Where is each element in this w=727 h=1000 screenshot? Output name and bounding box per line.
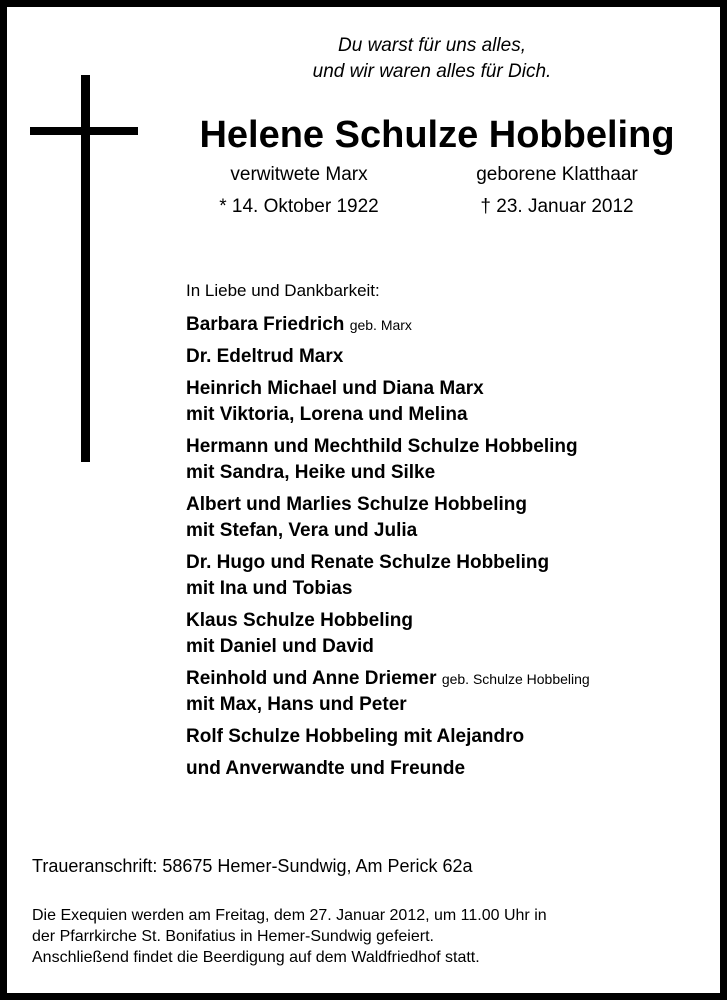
mourner-entry xyxy=(186,344,590,370)
mourners-intro: In Liebe und Dankbarkeit: xyxy=(186,281,380,300)
mourners-list xyxy=(186,312,590,788)
mourning-address: Traueranschrift: 58675 Hemer-Sundwig, Am Perick 62a xyxy=(32,856,473,876)
widowed-name: verwitwete Marx xyxy=(230,164,368,185)
mourner-children: mit Sandra, Heike und Silke xyxy=(186,462,436,483)
mourner-entry xyxy=(186,492,590,544)
mourner-entry xyxy=(186,724,590,750)
mourner-entry xyxy=(186,434,590,486)
mourner-children: mit Daniel und David xyxy=(186,636,374,657)
mourner-note: geb. Marx xyxy=(349,317,412,333)
mourner-children: mit Stefan, Vera und Julia xyxy=(186,520,418,541)
obituary-notice xyxy=(7,7,720,993)
mourner-name: Rolf Schulze Hobbeling mit Alejandro xyxy=(186,726,525,747)
service-line-1: Die Exequien werden am Freitag, dem 27. Januar 2012, um 11.00 Uhr in xyxy=(32,907,547,924)
quote-line-1: Du warst für uns alles, xyxy=(338,35,526,56)
mourner-name: Albert und Marlies Schulze Hobbeling xyxy=(186,494,527,515)
mourner-entry xyxy=(186,550,590,602)
quote-line-2: und wir waren alles für Dich. xyxy=(312,61,552,82)
mourner-name: Heinrich Michael und Diana Marx xyxy=(186,378,484,399)
mourner-entry xyxy=(186,312,590,338)
mourner-note: geb. Schulze Hobbeling xyxy=(441,671,590,687)
mourner-children: mit Viktoria, Lorena und Melina xyxy=(186,404,468,425)
service-line-3: Anschließend findet die Beerdigung auf dem Waldfriedhof statt. xyxy=(32,949,480,966)
mourner-name: Klaus Schulze Hobbeling xyxy=(186,610,413,631)
mourner-name: Dr. Edeltrud Marx xyxy=(186,346,344,367)
birth-name: geborene Klatthaar xyxy=(476,164,638,185)
mourner-entry xyxy=(186,376,590,428)
mourner-children: mit Max, Hans und Peter xyxy=(186,694,407,715)
service-line-2: der Pfarrkirche St. Bonifatius in Hemer-Sundwig gefeiert. xyxy=(32,928,434,945)
death-date: † 23. Januar 2012 xyxy=(480,196,634,217)
mourner-children: mit Ina und Tobias xyxy=(186,578,353,599)
mourner-entry xyxy=(186,756,590,782)
mourner-name: Reinhold und Anne Driemer xyxy=(186,668,437,689)
mourner-name: Hermann und Mechthild Schulze Hobbeling xyxy=(186,436,578,457)
mourner-entry xyxy=(186,666,590,718)
cross-horizontal-bar xyxy=(30,127,138,135)
mourner-name: Barbara Friedrich xyxy=(186,314,345,335)
deceased-name: Helene Schulze Hobbeling xyxy=(199,114,675,156)
birth-date: * 14. Oktober 1922 xyxy=(219,196,379,217)
mourner-name: und Anverwandte und Freunde xyxy=(186,758,466,779)
mourner-name: Dr. Hugo und Renate Schulze Hobbeling xyxy=(186,552,550,573)
mourner-entry xyxy=(186,608,590,660)
service-info xyxy=(32,905,712,968)
